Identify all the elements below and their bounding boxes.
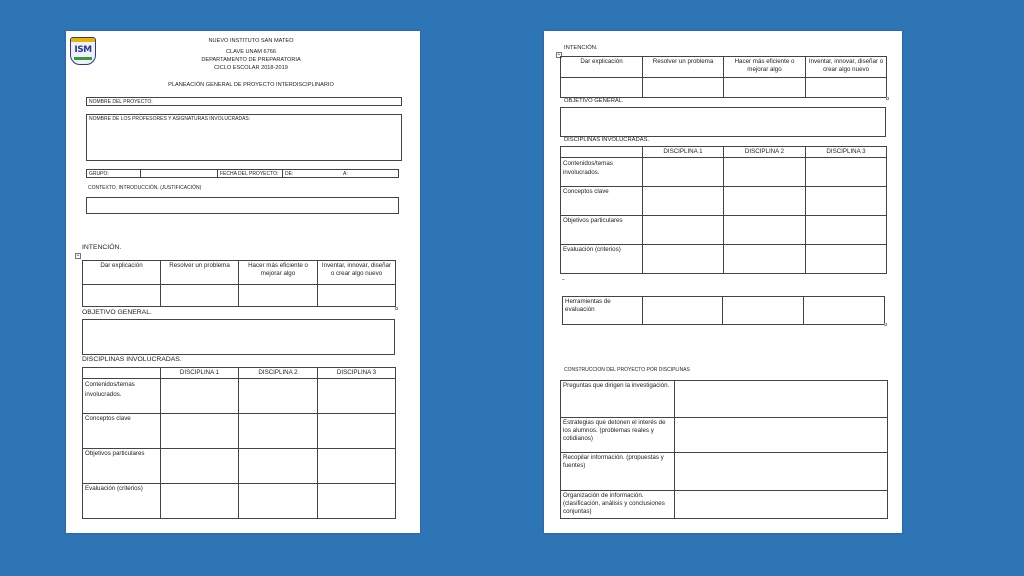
construction-title: CONSTRUCCION DEL PROYECTO POR DISCIPLINAS — [564, 367, 690, 373]
row-label-evaluation: Evaluación (criterios) — [83, 484, 161, 519]
row-label-objectives: Objetivos particulares — [83, 449, 161, 484]
disciplines-table-right — [560, 146, 887, 274]
intention-col-innovate: Inventar, innovar, diseñar o crear algo nuevo — [806, 57, 887, 78]
construction-row-gather: Recopilar información. (propuestas y fuentes) — [561, 453, 675, 491]
intention-cell[interactable] — [318, 285, 396, 307]
group-date-row — [86, 169, 399, 178]
disciplines-table-left — [82, 367, 396, 519]
intention-cell[interactable] — [83, 285, 161, 307]
context-label: CONTEXTO. INTRODUCCIÓN. (JUSTIFICACIÓN) — [88, 185, 202, 191]
intention-col-explain: Dar explicación — [561, 57, 643, 78]
disciplines-title: DISCIPLINAS INVOLUCRADAS. — [82, 356, 182, 363]
intention-col-improve: Hacer más eficiente o mejorar algo — [239, 261, 318, 285]
intention-col-improve: Hacer más eficiente o mejorar algo — [724, 57, 806, 78]
discipline-3-header: DISCIPLINA 3 — [806, 147, 887, 158]
project-date-label: FECHA DEL PROYECTO: — [220, 171, 279, 177]
intention-col-innovate: Inventar, innovar, diseñar o crear algo nuevo — [318, 261, 396, 285]
intention-title-right: INTENCIÓN. — [564, 45, 598, 51]
table-resize-handle-icon[interactable] — [886, 97, 889, 100]
table-resize-handle-icon[interactable] — [884, 323, 887, 326]
document-page-left — [66, 31, 420, 533]
row-label-concepts: Conceptos clave — [561, 187, 643, 216]
document-title: PLANEACIÓN GENERAL DE PROYECTO INTERDISCIPLINARIO — [168, 82, 334, 88]
teachers-field[interactable] — [86, 114, 402, 161]
date-from-label: DE: — [285, 171, 294, 177]
intention-col-solve: Resolver un problema — [161, 261, 239, 285]
school-name: NUEVO INSTITUTO SAN MATEO — [208, 38, 294, 44]
discipline-3-header: DISCIPLINA 3 — [318, 368, 396, 379]
table-resize-handle-icon[interactable] — [395, 307, 398, 310]
discipline-1-header: DISCIPLINA 1 — [161, 368, 239, 379]
intention-cell[interactable] — [161, 285, 239, 307]
discipline-1-header: DISCIPLINA 1 — [643, 147, 724, 158]
intention-col-explain: Dar explicación — [83, 261, 161, 285]
document-page-right — [544, 31, 902, 533]
intention-table-left — [82, 260, 396, 307]
discipline-2-header: DISCIPLINA 2 — [239, 368, 318, 379]
row-label-contents: Contenidos/temas involucrados. — [83, 379, 161, 414]
school-clave: CLAVE UNAM 6766 — [226, 49, 276, 55]
construction-row-organize: Organización de información. (clasificación, análisis y conclusiones conjuntas) — [561, 491, 675, 519]
disciplines-title-right: DISCIPLINAS INVOLUCRADAS. — [564, 137, 650, 143]
discipline-2-header: DISCIPLINA 2 — [724, 147, 806, 158]
intention-cell[interactable] — [239, 285, 318, 307]
construction-row-strategies: Estrategias que detonen el interés de los alumnos. (problemas reales y cotidianos) — [561, 418, 675, 453]
teachers-label: NOMBRE DE LOS PROFESORES Y ASIGNATURAS INVOLUCRADAS: — [89, 116, 251, 122]
evaluation-tools-table — [562, 296, 885, 325]
table-move-handle-icon[interactable]: + — [557, 52, 561, 58]
intention-title: INTENCIÓN. — [82, 244, 122, 251]
objective-field[interactable] — [82, 319, 395, 355]
construction-row-questions: Preguntas que dirigen la investigación. — [561, 381, 675, 418]
evaluation-tools-label: Herramientas de evaluación — [563, 297, 643, 325]
objective-field-right[interactable] — [560, 107, 886, 137]
row-label-evaluation: Evaluación (criterios) — [561, 245, 643, 274]
school-cycle: CICLO ESCOLAR 2018-2019 — [214, 65, 288, 71]
objective-title-right: OBJETIVO GENERAL. — [564, 98, 624, 104]
row-label-concepts: Conceptos clave — [83, 414, 161, 449]
table-move-handle-icon[interactable]: + — [76, 253, 80, 259]
intention-col-solve: Resolver un problema — [643, 57, 724, 78]
group-label: GRUPO: — [89, 171, 109, 177]
date-to-label: A: — [343, 171, 348, 177]
row-label-objectives: Objetivos particulares — [561, 216, 643, 245]
context-field[interactable] — [86, 197, 399, 214]
intention-table-right — [560, 56, 887, 98]
department-name: DEPARTAMENTO DE PREPARATORIA — [201, 57, 301, 63]
objective-title: OBJETIVO GENERAL. — [82, 309, 152, 316]
project-name-label: NOMBRE DEL PROYECTO: — [89, 99, 153, 105]
school-logo: ISM — [70, 37, 96, 65]
row-label-contents: Contenidos/temas involucrados. — [561, 158, 643, 187]
construction-table — [560, 380, 888, 519]
project-name-field[interactable] — [86, 97, 402, 106]
dash-mark: _ — [562, 275, 565, 281]
